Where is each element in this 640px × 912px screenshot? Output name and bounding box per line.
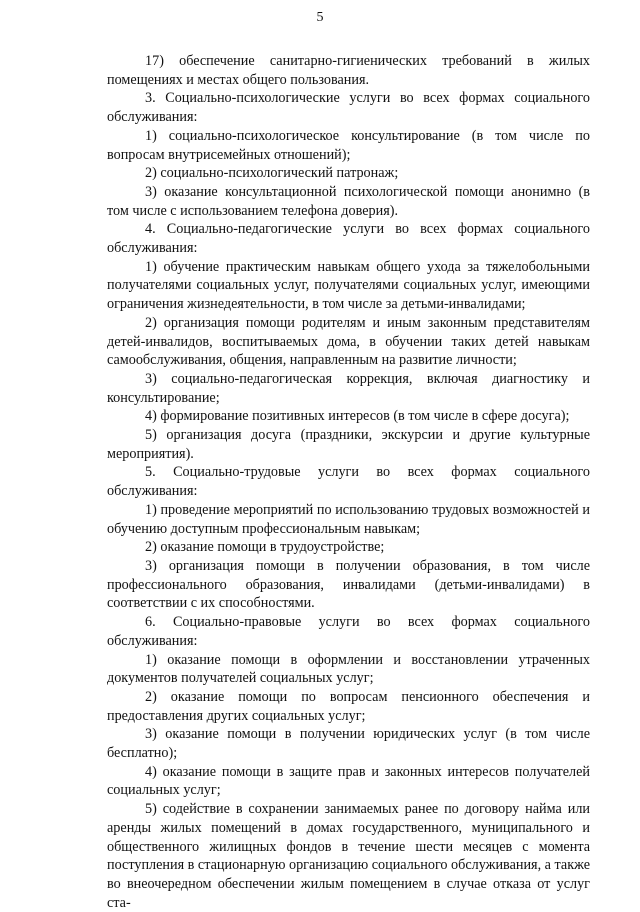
section-6-item-3: 3) оказание помощи в получении юридических услуг (в том числе бесплатно);	[107, 726, 590, 762]
section-4-item-2: 2) организация помощи родителям и иным законным представителям детей-инвалидов, воспитываемых дома, в обучении таких детей навыкам самообслуживания, общения, направленным на развитие личности;	[107, 314, 590, 369]
paragraph-17-sanitary: 17) обеспечение санитарно-гигиенических требований в жилых помещениях и местах общего пользования.	[107, 53, 590, 88]
section-3-item-2: 2) социально-психологический патронаж;	[145, 165, 399, 182]
document-body	[107, 52, 590, 912]
section-6-item-5: 5) содействие в сохранении занимаемых ранее по договору найма или аренды жилых помещений в домах государственного, муниципального и общественного жилищных фондов в течение шести месяцев с момента поступления в стационарную организацию социального обслуживания, а также во внеочередном обеспечении жилым помещением в случае отказа от услуг ста-	[107, 801, 590, 911]
section-4-heading: 4. Социально-педагогические услуги во всех формах социального обслуживания:	[107, 221, 590, 257]
section-5-item-3: 3) организация помощи в получении образования, в том числе профессионального образования, инвалидами (детьми-инвалидами) в соответствии с их способностями.	[107, 557, 590, 612]
section-5-heading: 5. Социально-трудовые услуги во всех формах социального обслуживания:	[107, 464, 590, 500]
section-3-heading: 3. Социально-психологические услуги во всех формах социального обслуживания:	[107, 90, 590, 126]
section-4-item-4: 4) формирование позитивных интересов (в том числе в сфере досуга);	[145, 408, 570, 425]
section-5-item-2: 2) оказание помощи в трудоустройстве;	[145, 539, 385, 556]
section-3-item-1: 1) социально-психологическое консультирование (в том числе по вопросам внутрисемейных отношений);	[107, 127, 590, 163]
section-4-item-5: 5) организация досуга (праздники, экскурсии и другие культурные мероприятия).	[107, 427, 590, 462]
section-6-item-4: 4) оказание помощи в защите прав и законных интересов получателей социальных услуг;	[107, 763, 590, 799]
section-6-heading: 6. Социально-правовые услуги во всех формах социального обслуживания:	[107, 614, 590, 649]
section-6-item-2: 2) оказание помощи по вопросам пенсионного обеспечения и предоставления других социальных услуг;	[107, 688, 590, 724]
page-number: 5	[316, 10, 324, 25]
section-6-item-1: 1) оказание помощи в оформлении и восстановлении утраченных документов получателей социальных услуг;	[107, 651, 590, 687]
section-3-item-3: 3) оказание консультационной психологической помощи анонимно (в том числе с использованием телефона доверия).	[107, 183, 590, 219]
section-4-item-1: 1) обучение практическим навыкам общего ухода за тяжелобольными получателями социальных услуг, получателями социальных услуг, имеющими ограничения жизнедеятельности, в том числе за детьми-инвалидами;	[107, 258, 590, 313]
section-4-item-3: 3) социально-педагогическая коррекция, включая диагностику и консультирование;	[107, 370, 590, 406]
section-5-item-1: 1) проведение мероприятий по использованию трудовых возможностей и обучению доступным профессиональным навыкам;	[107, 501, 590, 537]
